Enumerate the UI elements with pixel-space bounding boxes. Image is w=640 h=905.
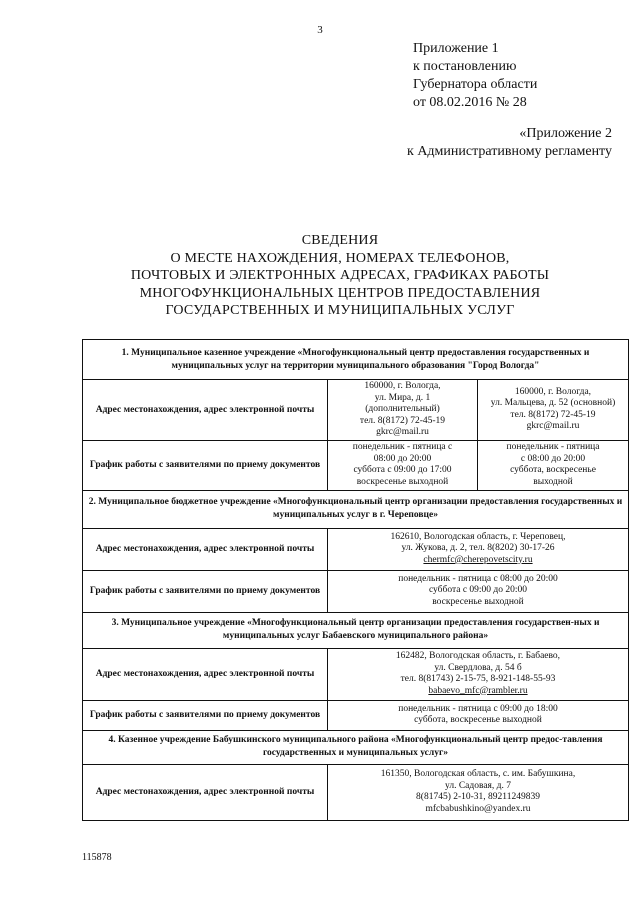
schedule-line: понедельник - пятница <box>506 442 600 452</box>
address-line: ул. Мира, д. 1 <box>374 392 431 403</box>
address-line: 162610, Вологодская область, г. Череповец, <box>390 531 566 542</box>
address-line: тел. 8(8172) 72-45-19 <box>359 415 446 426</box>
appendix-1-line: к постановлению <box>413 59 517 74</box>
email-link[interactable]: gkrc@mail.ru <box>526 421 580 432</box>
appendix-2-line: «Приложение 2 <box>519 126 612 141</box>
document-heading <box>40 232 640 320</box>
address-line: 160000, г. Вологда, <box>364 381 441 391</box>
address-cell <box>328 764 629 820</box>
section-header <box>83 612 629 648</box>
address-line: ул. Садовая, д. 7 <box>445 780 511 791</box>
schedule-cell <box>328 570 629 612</box>
table-row <box>83 528 629 570</box>
address-line: ул. Свердлова, д. 54 б <box>434 662 522 673</box>
address-line: ул. Жукова, д. 2, тел. 8(8202) 30-17-26 <box>401 543 555 554</box>
section-header <box>83 340 629 380</box>
schedule-line: суббота, воскресенье <box>510 465 596 475</box>
address-label: Адрес местонахождения, адрес электронной почты <box>83 380 328 441</box>
heading-line: СВЕДЕНИЯ <box>301 233 379 248</box>
heading-line: ПОЧТОВЫХ И ЭЛЕКТРОННЫХ АДРЕСАХ, ГРАФИКАХ РАБОТЫ <box>130 268 550 283</box>
schedule-label: График работы с заявителями по приему документов <box>83 700 328 730</box>
address-label: Адрес местонахождения, адрес электронной почты <box>83 528 328 570</box>
email-link[interactable]: chermfc@cherepovetscity.ru <box>423 554 533 565</box>
schedule-line: суббота с 09:00 до 20:00 <box>428 585 528 596</box>
table-row <box>83 700 629 730</box>
schedule-cell <box>328 440 478 490</box>
page-number: 3 <box>317 24 323 36</box>
schedule-line: выходной <box>533 476 573 487</box>
section-header <box>83 730 629 764</box>
heading-line: ГОСУДАРСТВЕННЫХ И МУНИЦИПАЛЬНЫХ УСЛУГ <box>165 303 515 318</box>
address-cell <box>478 380 629 441</box>
table-row <box>83 380 629 441</box>
section-title: 1. Муниципальное казенное учреждение «Многофункциональный центр предоставления государственных и муниципальных услуг на территории муниципального образования "Город Вологда" <box>83 340 629 380</box>
address-cell <box>328 380 478 441</box>
schedule-label: График работы с заявителями по приему документов <box>83 570 328 612</box>
address-label: Адрес местонахождения, адрес электронной почты <box>83 648 328 700</box>
schedule-line: с 08:00 до 20:00 <box>520 453 586 464</box>
schedule-line: воскресенье выходной <box>432 596 524 607</box>
document-id: 115878 <box>82 852 112 863</box>
email-link[interactable]: gkrc@mail.ru <box>376 427 429 437</box>
schedule-line: 08:00 до 20:00 <box>373 453 432 464</box>
address-label: Адрес местонахождения, адрес электронной почты <box>83 764 328 820</box>
address-line: 161350, Вологодская область, с. им. Бабушкина, <box>380 769 576 779</box>
schedule-line: понедельник - пятница с <box>352 442 453 452</box>
address-line: 160000, г. Вологда, <box>514 386 592 397</box>
appendix-1-block <box>413 40 537 112</box>
address-line: 8(81745) 2-10-31, 89211249839 <box>416 792 540 802</box>
schedule-line: воскресенье выходной <box>356 476 449 487</box>
address-cell <box>328 648 629 700</box>
table-row <box>83 764 629 820</box>
appendix-1-line: Губернатора области <box>413 77 538 92</box>
section-title: 2. Муниципальное бюджетное учреждение «Многофункциональный центр организации предоставления государственных и муниципальных услуг в г. Череповце» <box>83 490 629 528</box>
section-title: 3. Муниципальное учреждение «Многофункциональный центр организации предоставления государствен-ных и муниципальных услуг Бабаевского муниципального района» <box>83 612 629 648</box>
email-link[interactable]: babaevo_mfc@rambler.ru <box>428 685 528 696</box>
appendix-1-line: Приложение 1 <box>413 41 499 56</box>
appendix-2-block <box>390 125 612 161</box>
schedule-label: График работы с заявителями по приему документов <box>83 440 328 490</box>
table-row <box>83 440 629 490</box>
schedule-line: суббота, воскресенье выходной <box>414 715 542 725</box>
heading-line: О МЕСТЕ НАХОЖДЕНИЯ, НОМЕРАХ ТЕЛЕФОНОВ, <box>170 250 510 266</box>
schedule-line: суббота с 09:00 до 17:00 <box>353 465 452 475</box>
table-row <box>83 648 629 700</box>
address-line: ул. Мальцева, д. 52 (основной) <box>490 398 616 409</box>
address-line: 162482, Вологодская область, г. Бабаево, <box>395 651 561 661</box>
schedule-line: понедельник - пятница с 08:00 до 20:00 <box>398 573 558 584</box>
address-line: тел. 8(81743) 2-15-75, 8-921-148-55-93 <box>400 674 556 684</box>
schedule-cell <box>478 440 629 490</box>
section-header <box>83 490 629 528</box>
email-link[interactable]: mfcbabushkino@yandex.ru <box>425 803 531 814</box>
address-cell <box>328 528 629 570</box>
appendix-2-line: к Административному регламенту <box>407 144 612 159</box>
mfc-info-table <box>82 339 629 821</box>
section-title: 4. Казенное учреждение Бабушкинского муниципального района «Многофункциональный центр предос-тавления государственных и муниципальных услуг» <box>83 730 629 764</box>
schedule-cell <box>328 700 629 730</box>
appendix-1-line: от 08.02.2016 № 28 <box>413 95 527 110</box>
table-row <box>83 570 629 612</box>
schedule-line: понедельник - пятница с 09:00 до 18:00 <box>398 703 558 714</box>
address-line: тел. 8(8172) 72-45-19 <box>510 409 596 420</box>
heading-line: МНОГОФУНКЦИОНАЛЬНЫХ ЦЕНТРОВ ПРЕДОСТАВЛЕНИЯ <box>139 285 541 301</box>
address-line: (дополнительный) <box>365 404 440 414</box>
